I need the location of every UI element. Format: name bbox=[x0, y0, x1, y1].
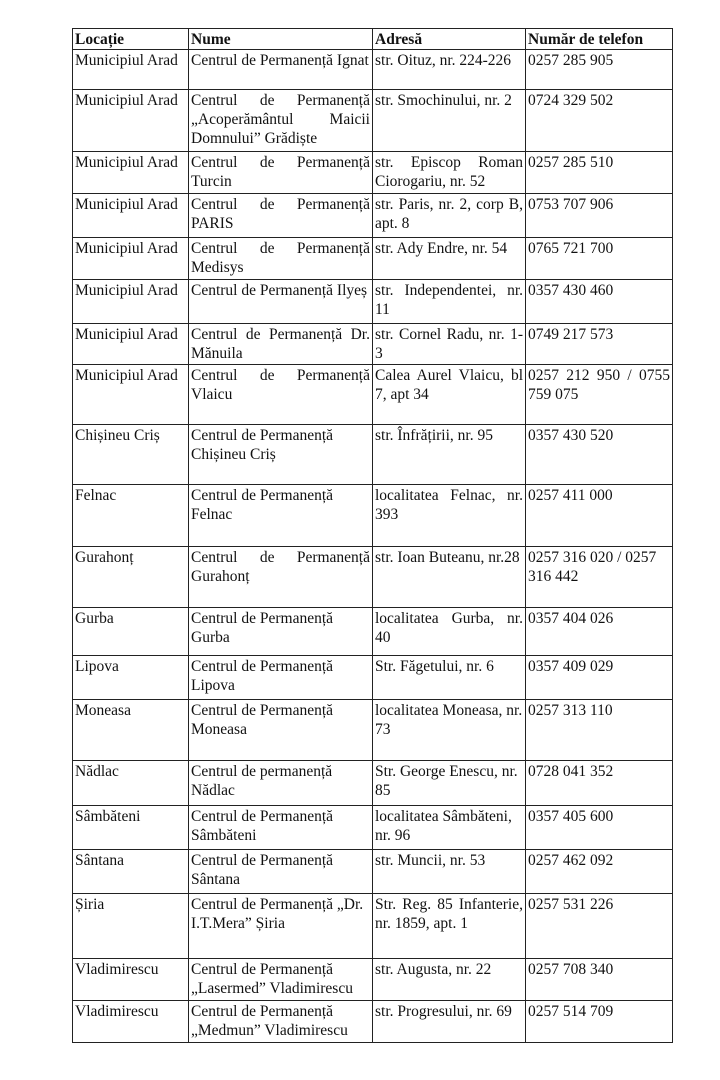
table-row bbox=[73, 850, 673, 894]
pharmacy-table bbox=[72, 28, 673, 1043]
cell-locatie: Municipiul Arad bbox=[73, 152, 189, 194]
cell-telefon: 0257 708 340 bbox=[526, 959, 673, 1001]
cell-locatie: Municipiul Arad bbox=[73, 50, 189, 90]
table-row bbox=[73, 761, 673, 806]
cell-adresa: str. Episcop Roman Ciorogariu, nr. 52 bbox=[373, 152, 526, 194]
cell-adresa: str. Muncii, nr. 53 bbox=[373, 850, 526, 894]
cell-nume: Centrul de Permanență Dr. Mănuila bbox=[189, 324, 373, 365]
cell-locatie: Lipova bbox=[73, 656, 189, 700]
cell-telefon: 0257 313 110 bbox=[526, 700, 673, 761]
cell-telefon: 0357 405 600 bbox=[526, 806, 673, 850]
cell-adresa: str. Cornel Radu, nr. 1-3 bbox=[373, 324, 526, 365]
table-row bbox=[73, 656, 673, 700]
cell-nume: Centrul de Permanență Moneasa bbox=[189, 700, 373, 761]
cell-nume: Centrul de Permanență Turcin bbox=[189, 152, 373, 194]
cell-adresa: str. Ioan Buteanu, nr.28 bbox=[373, 547, 526, 608]
cell-adresa: str. Independentei, nr. 11 bbox=[373, 280, 526, 324]
table-row bbox=[73, 280, 673, 324]
cell-adresa: Str. George Enescu, nr. 85 bbox=[373, 761, 526, 806]
cell-adresa: localitatea Gurba, nr. 40 bbox=[373, 608, 526, 656]
table-row bbox=[73, 700, 673, 761]
cell-locatie: Municipiul Arad bbox=[73, 280, 189, 324]
cell-locatie: Municipiul Arad bbox=[73, 324, 189, 365]
cell-adresa: str. Înfrățirii, nr. 95 bbox=[373, 425, 526, 485]
cell-nume: Centrul de Permanență Vlaicu bbox=[189, 365, 373, 425]
cell-telefon: 0257 411 000 bbox=[526, 485, 673, 547]
cell-telefon: 0728 041 352 bbox=[526, 761, 673, 806]
cell-telefon: 0357 430 460 bbox=[526, 280, 673, 324]
cell-nume: Centrul de Permanență Medisys bbox=[189, 238, 373, 280]
cell-telefon: 0257 531 226 bbox=[526, 894, 673, 959]
cell-adresa: str. Paris, nr. 2, corp B, apt. 8 bbox=[373, 194, 526, 238]
table-row bbox=[73, 1001, 673, 1043]
table-row bbox=[73, 894, 673, 959]
cell-nume: Centrul de Permanență Sântana bbox=[189, 850, 373, 894]
cell-adresa: str. Progresului, nr. 69 bbox=[373, 1001, 526, 1043]
header-locatie: Locație bbox=[73, 29, 189, 50]
cell-telefon: 0257 462 092 bbox=[526, 850, 673, 894]
cell-nume: Centrul de Permanență „Acoperământul Maicii Domnului” Grădiște bbox=[189, 90, 373, 152]
cell-nume: Centrul de Permanență Chișineu Criș bbox=[189, 425, 373, 485]
cell-locatie: Sântana bbox=[73, 850, 189, 894]
cell-locatie: Nădlac bbox=[73, 761, 189, 806]
cell-locatie: Felnac bbox=[73, 485, 189, 547]
table-row bbox=[73, 608, 673, 656]
cell-locatie: Municipiul Arad bbox=[73, 365, 189, 425]
cell-locatie: Sâmbăteni bbox=[73, 806, 189, 850]
table-row bbox=[73, 365, 673, 425]
table-row bbox=[73, 152, 673, 194]
cell-telefon: 0257 285 510 bbox=[526, 152, 673, 194]
cell-telefon: 0753 707 906 bbox=[526, 194, 673, 238]
cell-locatie: Gurahonț bbox=[73, 547, 189, 608]
cell-telefon: 0765 721 700 bbox=[526, 238, 673, 280]
header-telefon: Număr de telefon bbox=[526, 29, 673, 50]
cell-adresa: localitatea Sâmbăteni, nr. 96 bbox=[373, 806, 526, 850]
cell-adresa: Str. Făgetului, nr. 6 bbox=[373, 656, 526, 700]
cell-telefon: 0357 404 026 bbox=[526, 608, 673, 656]
cell-nume: Centrul de Permanență „Dr. I.T.Mera” Șiria bbox=[189, 894, 373, 959]
cell-telefon: 0724 329 502 bbox=[526, 90, 673, 152]
cell-nume: Centrul de Permanență „Lasermed” Vladimirescu bbox=[189, 959, 373, 1001]
table-row bbox=[73, 324, 673, 365]
table-row bbox=[73, 90, 673, 152]
cell-locatie: Municipiul Arad bbox=[73, 90, 189, 152]
cell-nume: Centrul de Permanență Felnac bbox=[189, 485, 373, 547]
table-row bbox=[73, 806, 673, 850]
cell-nume: Centrul de Permanență „Medmun” Vladimirescu bbox=[189, 1001, 373, 1043]
cell-locatie: Municipiul Arad bbox=[73, 194, 189, 238]
cell-locatie: Șiria bbox=[73, 894, 189, 959]
cell-nume: Centrul de Permanență PARIS bbox=[189, 194, 373, 238]
cell-locatie: Municipiul Arad bbox=[73, 238, 189, 280]
cell-nume: Centrul de Permanență Sâmbăteni bbox=[189, 806, 373, 850]
table-row bbox=[73, 425, 673, 485]
cell-adresa: str. Smochinului, nr. 2 bbox=[373, 90, 526, 152]
table-header-row bbox=[73, 29, 673, 50]
cell-locatie: Vladimirescu bbox=[73, 1001, 189, 1043]
header-nume: Nume bbox=[189, 29, 373, 50]
table-row bbox=[73, 194, 673, 238]
cell-nume: Centrul de permanență Nădlac bbox=[189, 761, 373, 806]
cell-telefon: 0749 217 573 bbox=[526, 324, 673, 365]
cell-telefon: 0257 285 905 bbox=[526, 50, 673, 90]
cell-locatie: Chișineu Criș bbox=[73, 425, 189, 485]
table-row bbox=[73, 485, 673, 547]
cell-telefon: 0357 409 029 bbox=[526, 656, 673, 700]
cell-nume: Centrul de Permanență Ignat bbox=[189, 50, 373, 90]
cell-nume: Centrul de Permanență Ilyeș bbox=[189, 280, 373, 324]
cell-nume: Centrul de Permanență Gurba bbox=[189, 608, 373, 656]
cell-telefon: 0257 316 020 / 0257 316 442 bbox=[526, 547, 673, 608]
cell-adresa: Calea Aurel Vlaicu, bl 7, apt 34 bbox=[373, 365, 526, 425]
cell-adresa: Str. Reg. 85 Infanterie, nr. 1859, apt. 1 bbox=[373, 894, 526, 959]
cell-locatie: Gurba bbox=[73, 608, 189, 656]
table-row bbox=[73, 959, 673, 1001]
table-row bbox=[73, 238, 673, 280]
table-row bbox=[73, 547, 673, 608]
cell-locatie: Vladimirescu bbox=[73, 959, 189, 1001]
cell-telefon: 0257 514 709 bbox=[526, 1001, 673, 1043]
cell-nume: Centrul de Permanență Lipova bbox=[189, 656, 373, 700]
cell-nume: Centrul de Permanență Gurahonț bbox=[189, 547, 373, 608]
cell-telefon: 0357 430 520 bbox=[526, 425, 673, 485]
cell-adresa: localitatea Moneasa, nr. 73 bbox=[373, 700, 526, 761]
header-adresa: Adresă bbox=[373, 29, 526, 50]
cell-telefon: 0257 212 950 / 0755 759 075 bbox=[526, 365, 673, 425]
cell-adresa: localitatea Felnac, nr. 393 bbox=[373, 485, 526, 547]
cell-adresa: str. Ady Endre, nr. 54 bbox=[373, 238, 526, 280]
table-row bbox=[73, 50, 673, 90]
document-page bbox=[72, 28, 672, 1043]
cell-adresa: str. Augusta, nr. 22 bbox=[373, 959, 526, 1001]
cell-adresa: str. Oituz, nr. 224-226 bbox=[373, 50, 526, 90]
cell-locatie: Moneasa bbox=[73, 700, 189, 761]
